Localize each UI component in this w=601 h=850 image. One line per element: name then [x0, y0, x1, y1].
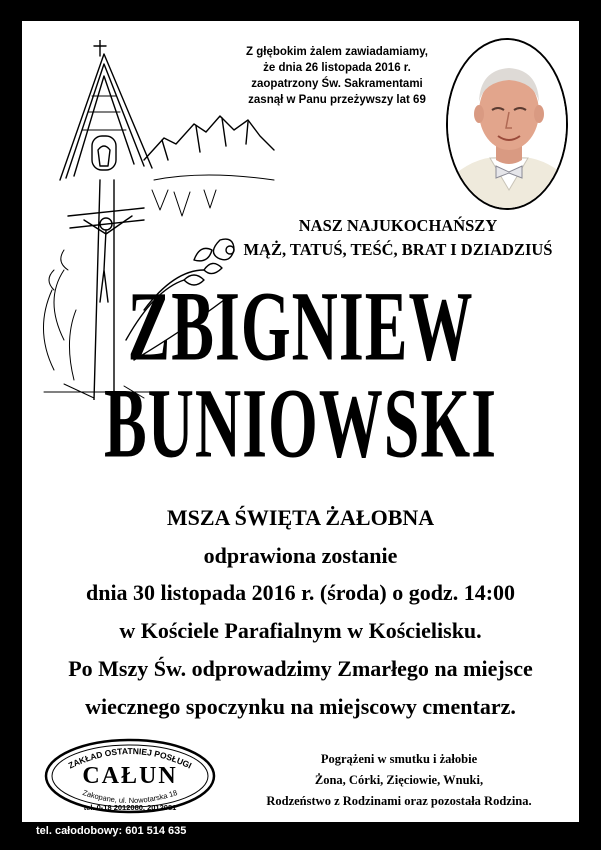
- mass-heading: MSZA ŚWIĘTA ŻAŁOBNA: [166, 505, 435, 530]
- logo-brand: CAŁUN: [82, 763, 178, 789]
- logo-address: Zakopane, ul. Nowotarska 18: [81, 787, 179, 806]
- deceased-last-name: BUNIOWSKI: [103, 368, 498, 479]
- subtitle-beloved: NASZ NAJUKOCHAŃSZY: [298, 216, 498, 235]
- announcement-line: Z głębokim żalem zawiadamiamy,: [246, 46, 428, 58]
- funeral-home-logo: [44, 738, 216, 814]
- mourners-heading: Pogrążeni w smutku i żałobie: [320, 752, 478, 766]
- footer-phone: tel. całodobowy: 601 514 635: [36, 825, 187, 837]
- subtitle-relations: MĄŻ, TATUŚ, TEŚĆ, BRAT I DZIADZIUŚ: [243, 240, 553, 259]
- announcement-line: że dnia 26 listopada 2016 r.: [263, 62, 411, 74]
- mass-line: odprawiona zostanie: [203, 543, 398, 568]
- deceased-first-name: ZBIGNIEW: [127, 271, 474, 382]
- mass-line: wiecznego spoczynku na miejscowy cmentarz.: [85, 694, 516, 719]
- death-announcement: [228, 44, 446, 108]
- mourners-line: Żona, Córki, Zięciowie, Wnuki,: [314, 773, 484, 787]
- announcement-line: zasnął w Panu przeżywszy lat 69: [248, 94, 426, 106]
- announcement-line: zaopatrzony Św. Sakramentami: [251, 78, 423, 90]
- mass-date-line: dnia 30 listopada 2016 r. (środa) o godz. 14:00: [85, 580, 516, 605]
- logo-arc-text: ZAKŁAD OSTATNIEJ POSŁUGI: [66, 745, 194, 771]
- deceased-portrait-photo: [446, 38, 568, 210]
- mass-location-line: w Kościele Parafialnym w Kościelisku.: [119, 618, 482, 643]
- mass-line: Po Mszy Św. odprowadzimy Zmarłego na miejsce: [68, 656, 533, 681]
- portrait-icon: [448, 40, 568, 210]
- logo-phone: tel. 0-18 2012080, 2012081: [83, 803, 177, 812]
- mourners-line: Rodzeństwo z Rodzinami oraz pozostała Rodzina.: [266, 794, 532, 808]
